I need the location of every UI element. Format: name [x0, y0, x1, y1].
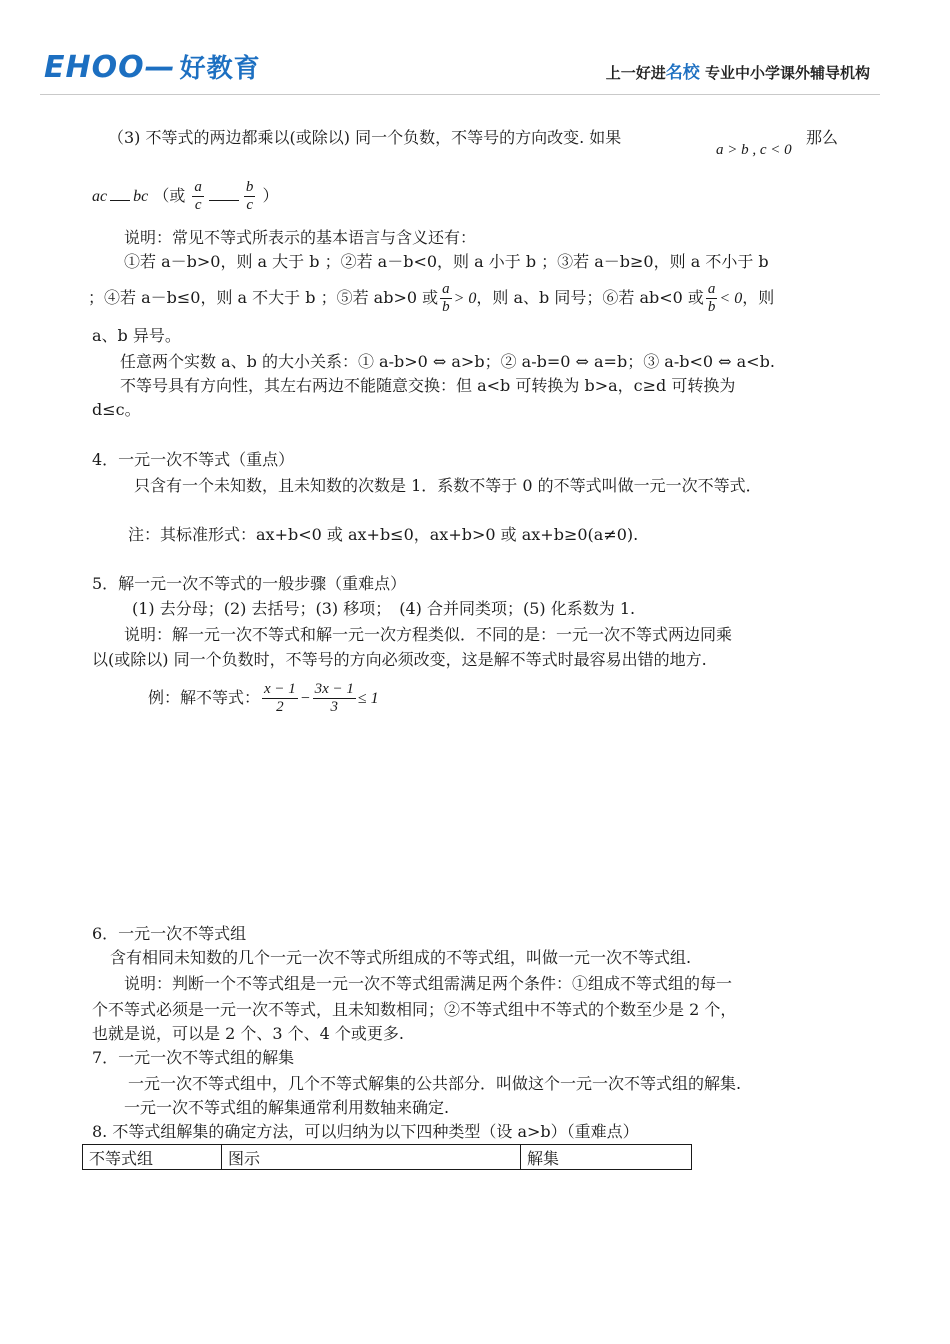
s3-line1 [108, 128, 621, 148]
frac-a-c [192, 179, 204, 214]
s6-title: 6．一元一次不等式组 [92, 924, 247, 943]
slogan-d: 专业中小学课外辅导机构 [699, 64, 870, 82]
frac-num: b [245, 179, 254, 195]
items-l2b: > 0 [453, 290, 477, 307]
blank [209, 186, 239, 201]
items-l2c: ，则 a、b 同号；⑥若 ab<0 或 [476, 288, 704, 307]
frac-a-b [706, 281, 718, 316]
items-l2a: ；④若 a－b≤0，则 a 不大于 b ；⑤若 ab>0 或 [88, 288, 439, 307]
items-l2d: < 0 [719, 290, 743, 307]
logo-text: EHOO [44, 50, 145, 85]
items-line2 [88, 278, 774, 319]
header-divider [40, 94, 880, 95]
slogan-c: 名校 [665, 63, 700, 83]
frac-num: a [194, 179, 202, 195]
bc: bc [133, 188, 149, 205]
frac-den: c [194, 197, 202, 213]
s7-title: 7．一元一次不等式组的解集 [92, 1048, 295, 1067]
slogan-a: 上一好 [605, 64, 651, 82]
s8-title: 8. 不等式组解集的确定方法，可以归纳为以下四种类型（设 a>b）（重难点） [92, 1122, 639, 1141]
s3-after: 那么 [806, 128, 839, 147]
s5-title: 5．解一元一次不等式的一般步骤（重难点） [92, 574, 407, 593]
s3-line2 [92, 176, 279, 217]
minus-sign: − [299, 690, 311, 707]
frac-num: a [442, 281, 450, 297]
items-line3: a、b 异号。 [92, 326, 181, 345]
frac-den: b [442, 299, 450, 315]
logo-dash: — [144, 50, 176, 85]
s3-condition: a > b , c < 0 [716, 142, 792, 158]
or-open: （或 [153, 186, 186, 205]
slogan [606, 58, 870, 83]
s6-body: 含有相同未知数的几个一元一次不等式所组成的不等式组，叫做一元一次不等式组. [110, 948, 692, 967]
items-l2e: ，则 [742, 288, 775, 307]
s7-body1: 一元一次不等式组中，几个不等式解集的公共部分．叫做这个一元一次不等式组的解集. [128, 1074, 742, 1093]
s5-steps: (1) 去分母；(2) 去括号；(3) 移项； (4) 合并同类项；(5) 化系数为 1. [132, 599, 636, 618]
table-header-row [83, 1145, 692, 1170]
logo-cn: 好教育 [179, 54, 261, 84]
frac-x-1-2 [262, 681, 298, 716]
s4-title: 4．一元一次不等式（重点） [92, 450, 295, 469]
s7-body2: 一元一次不等式组的解集通常利用数轴来确定. [124, 1098, 450, 1117]
s4-note: 注：其标准形式：ax+b<0 或 ax+b≤0，ax+b>0 或 ax+b≥0(a≠0). [128, 525, 639, 544]
col-inequality-system: 不等式组 [83, 1145, 222, 1170]
s6-note1: 说明：判断一个不等式组是一元一次不等式组需满足两个条件：①组成不等式组的每一 [124, 974, 733, 993]
s4-body: 只含有一个未知数，且未知数的次数是 1．系数不等于 0 的不等式叫做一元一次不等式． [134, 476, 762, 495]
ac: ac [92, 188, 108, 205]
frac-den: b [707, 299, 716, 315]
slogan-b: 进 [650, 64, 666, 82]
blank [110, 186, 130, 201]
s6-note2: 个不等式必须是一元一次不等式，且未知数相同；②不等式组中不等式的个数至少是 2 个， [92, 1000, 737, 1019]
relation: 任意两个实数 a、b 的大小关系：① a-b>0 ⇔ a>b；② a-b=0 ⇔ a=b；③ a-b<0 ⇔ a<b. [120, 352, 775, 371]
direction-line2: d≤c。 [92, 400, 141, 419]
s5-note1: 说明：解一元一次不等式和解一元一次方程类似．不同的是：一元一次不等式两边同乘 [124, 625, 733, 644]
s6-note3: 也就是说，可以是 2 个、3 个、4 个或更多. [92, 1024, 404, 1043]
frac-den: 3 [330, 699, 338, 715]
logo [44, 48, 261, 85]
s5-note2: 以(或除以) 同一个负数时，不等号的方向必须改变，这是解不等式时最容易出错的地方. [92, 650, 707, 669]
frac-den: c [246, 197, 253, 213]
frac-b-c [244, 179, 256, 214]
direction-line1: 不等号具有方向性，其左右两边不能随意交换：但 a<b 可转换为 b>a，c≥d 可转换为 [120, 376, 736, 395]
frac-den: 2 [276, 699, 284, 715]
frac-a-b [440, 281, 452, 316]
col-solution-set: 解集 [521, 1145, 692, 1170]
frac-num: x − 1 [264, 681, 296, 697]
frac-num: a [707, 281, 716, 297]
frac-num: 3x − 1 [314, 681, 354, 697]
s5-example [148, 676, 379, 721]
solution-set-table [82, 1144, 692, 1170]
s3-text: （3) 不等式的两边都乘以(或除以) 同一个负数，不等号的方向改变. 如果 [108, 128, 622, 147]
example-label: 例：解不等式： [148, 688, 261, 707]
example-rhs: ≤ 1 [357, 690, 379, 707]
col-diagram: 图示 [222, 1145, 521, 1170]
note-intro: 说明：常见不等式所表示的基本语言与含义还有： [124, 228, 477, 247]
items-line1: ①若 a－b>0，则 a 大于 b ；②若 a－b<0，则 a 小于 b ；③若 a－b≥0，则 a 不小于 b [124, 252, 769, 271]
or-close: ） [262, 186, 279, 205]
frac-3x-1-3 [313, 681, 356, 716]
